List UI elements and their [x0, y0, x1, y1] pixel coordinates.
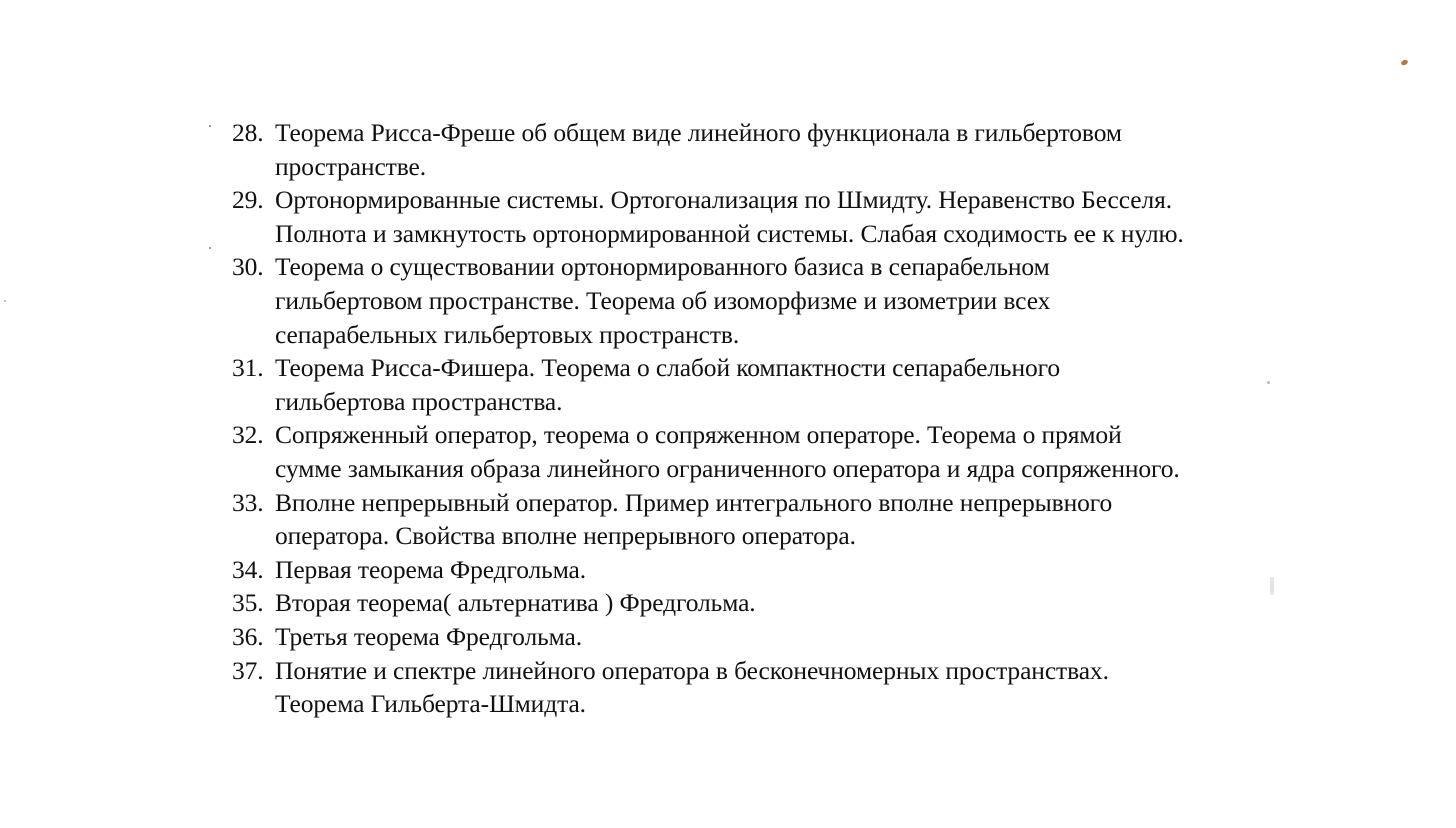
question-text [275, 654, 1342, 721]
question-text [275, 620, 1342, 654]
question-text [275, 486, 1342, 553]
question-line: Ортонормированные системы. Ортогонализация по Шмидту. Неравенство Бесселя. [275, 185, 1173, 215]
question-line: Сопряженный оператор, теорема о сопряженном операторе. Теорема о прямой [275, 420, 1122, 450]
question-line: Вполне непрерывный оператор. Пример интегрального вполне непрерывного [275, 487, 1113, 517]
question-line: Третья теорема Фредгольма. [275, 621, 582, 651]
question-line: Теорема Рисса-Фишера. Теорема о слабой компактности сепарабельного [275, 353, 1061, 383]
question-number: 28. [232, 118, 264, 147]
question-text [275, 553, 1342, 587]
question-line: Первая теорема Фредгольма. [275, 554, 587, 584]
question-line: Теорема Гильберта-Шмидта. [275, 689, 586, 719]
question-number: 31. [232, 353, 264, 383]
scan-speck [209, 247, 211, 249]
scan-speck [209, 125, 211, 127]
question-text [275, 116, 1342, 183]
scan-speck [4, 300, 6, 302]
question-item [232, 418, 1342, 485]
question-line: Теорема Рисса-Фреше об общем виде линейного функционала в гильбертовом [275, 118, 1122, 147]
question-item [232, 620, 1342, 654]
question-text [275, 418, 1342, 485]
question-number: 34. [232, 554, 264, 584]
scan-speck [1400, 59, 1408, 66]
question-item [232, 486, 1342, 553]
question-line: Вторая теорема( альтернатива ) Фредгольма. [275, 588, 756, 618]
question-number: 33. [232, 487, 264, 517]
question-item [232, 183, 1342, 250]
question-line: гильбертова пространства. [275, 386, 563, 416]
question-number: 36. [232, 621, 264, 651]
question-line: Теорема о существовании ортонормированного базиса в сепарабельном [275, 252, 1050, 282]
question-item [232, 654, 1342, 721]
question-line: сепарабельных гильбертовых пространств. [275, 319, 740, 349]
question-item [232, 586, 1342, 620]
question-line: пространстве. [275, 151, 427, 181]
question-number: 32. [232, 420, 264, 450]
question-text [275, 351, 1342, 418]
question-line: Понятие и спектре линейного оператора в бесконечномерных пространствах. [275, 655, 1109, 685]
question-line: сумме замыкания образа линейного ограниченного оператора и ядра сопряженного. [275, 453, 1180, 483]
question-number: 30. [232, 252, 264, 282]
question-item [232, 351, 1342, 418]
question-line: оператора. Свойства вполне непрерывного оператора. [275, 521, 856, 551]
question-text [275, 250, 1342, 351]
question-text [275, 183, 1342, 250]
question-item [232, 553, 1342, 587]
question-number: 37. [232, 655, 264, 685]
question-list [232, 116, 1342, 721]
question-number: 35. [232, 588, 264, 618]
question-text [275, 586, 1342, 620]
question-item [232, 250, 1342, 351]
question-line: гильбертовом пространстве. Теорема об изоморфизме и изометрии всех [275, 285, 1051, 315]
question-line: Полнота и замкнутость ортонормированной системы. Слабая сходимость ее к нулю. [275, 218, 1184, 248]
question-number: 29. [232, 185, 264, 215]
question-item [232, 116, 1342, 183]
